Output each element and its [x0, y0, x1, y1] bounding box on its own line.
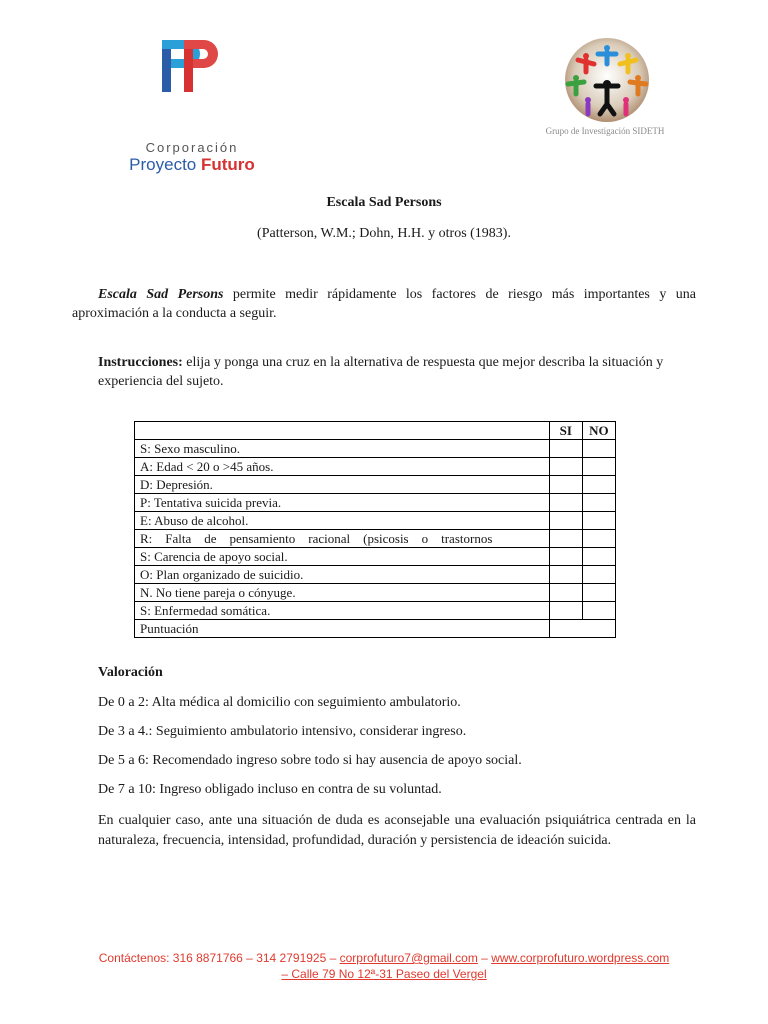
- valoracion-line: De 3 a 4.: Seguimiento ambulatorio intensivo, considerar ingreso.: [98, 724, 467, 739]
- table-row-label: E: Abuso de alcohol.: [135, 512, 550, 530]
- table-row-label: A: Edad < 20 o >45 años.: [135, 458, 550, 476]
- table-row-label: R: Falta de pensamiento racional (psicosis o trastornos: [135, 530, 550, 548]
- valoracion-line: De 5 a 6: Recomendado ingreso sobre todo si hay ausencia de apoyo social.: [98, 753, 522, 768]
- no-checkbox-cell[interactable]: [582, 512, 615, 530]
- no-checkbox-cell[interactable]: [582, 602, 615, 620]
- table-row: [135, 512, 616, 530]
- valoracion-heading: Valoración: [98, 665, 163, 680]
- fp-monogram-icon: [160, 38, 220, 94]
- contact-prefix: Contáctenos: 316 8871766 – 314 2791925 –: [98, 951, 340, 965]
- instructions-paragraph: [98, 353, 696, 391]
- table-row: [135, 458, 616, 476]
- si-checkbox-cell[interactable]: [549, 476, 582, 494]
- corporacion-proyecto-futuro-logo: [112, 36, 272, 174]
- table-row: [135, 566, 616, 584]
- address-link[interactable]: – Calle 79 No 12ª-31 Paseo del Vergel: [281, 967, 487, 981]
- contact-separator: –: [477, 951, 492, 965]
- score-label: Puntuación: [135, 620, 550, 638]
- document-title: Escala Sad Persons: [326, 195, 442, 210]
- closing-paragraph: En cualquier caso, ante una situación de duda es aconsejable una evaluación psiquiátrica centrada en la naturaleza, frecuencia, intensidad, profundidad, duración y persistencia de ideación suicida.: [98, 813, 696, 848]
- table-row-label: S: Carencia de apoyo social.: [135, 548, 550, 566]
- score-input-cell[interactable]: [549, 620, 615, 638]
- si-checkbox-cell[interactable]: [549, 530, 582, 548]
- website-link[interactable]: www.corprofuturo.wordpress.com: [491, 951, 670, 965]
- table-row-label: D: Depresión.: [135, 476, 550, 494]
- table-header-si: SI: [549, 422, 582, 440]
- intro-emphasis: Escala Sad Persons: [98, 287, 224, 302]
- table-row: [135, 548, 616, 566]
- table-row: [135, 530, 616, 548]
- document-citation: (Patterson, W.M.; Dohn, H.H. y otros (1983).: [257, 226, 511, 241]
- no-checkbox-cell[interactable]: [582, 494, 615, 512]
- no-checkbox-cell[interactable]: [582, 440, 615, 458]
- no-checkbox-cell[interactable]: [582, 530, 615, 548]
- si-checkbox-cell[interactable]: [549, 566, 582, 584]
- table-row-label: N. No tiene pareja o cónyuge.: [135, 584, 550, 602]
- si-checkbox-cell[interactable]: [549, 458, 582, 476]
- table-row: [135, 440, 616, 458]
- table-header-item: [135, 422, 550, 440]
- sad-persons-table: [134, 421, 616, 638]
- logo-word-futuro: Futuro: [200, 155, 255, 174]
- table-score-row: [135, 620, 616, 638]
- table-row: [135, 584, 616, 602]
- intro-paragraph: [72, 285, 696, 323]
- si-checkbox-cell[interactable]: [549, 602, 582, 620]
- contact-footer: [0, 950, 768, 982]
- email-link[interactable]: corprofuturo7@gmail.com: [339, 951, 478, 965]
- no-checkbox-cell[interactable]: [582, 566, 615, 584]
- no-checkbox-cell[interactable]: [582, 458, 615, 476]
- no-checkbox-cell[interactable]: [582, 584, 615, 602]
- logo-line-proyecto-futuro: [112, 155, 272, 175]
- logo-line-corporacion: Corporación: [145, 140, 239, 155]
- valoracion-line: De 7 a 10: Ingreso obligado incluso en contra de su voluntad.: [98, 782, 442, 797]
- table-row-label: P: Tentativa suicida previa.: [135, 494, 550, 512]
- table-header-row: [135, 422, 616, 440]
- logo-caption: Grupo de Investigación SIDETH: [545, 126, 665, 136]
- table-header-no: NO: [582, 422, 615, 440]
- table-row: [135, 602, 616, 620]
- si-checkbox-cell[interactable]: [549, 494, 582, 512]
- logo-word-proyecto: Proyecto: [129, 155, 201, 174]
- si-checkbox-cell[interactable]: [549, 584, 582, 602]
- si-checkbox-cell[interactable]: [549, 440, 582, 458]
- instructions-text: elija y ponga una cruz en la alternativa de respuesta que mejor describa la situación y experiencia del sujeto.: [98, 355, 664, 389]
- no-checkbox-cell[interactable]: [582, 476, 615, 494]
- instructions-label: Instrucciones:: [98, 355, 183, 370]
- table-row: [135, 476, 616, 494]
- si-checkbox-cell[interactable]: [549, 548, 582, 566]
- table-row-label: S: Sexo masculino.: [135, 440, 550, 458]
- intro-text: permite medir rápidamente los factores de riesgo más importantes y una aproximación a la conducta a seguir.: [72, 287, 696, 321]
- table-row-label: S: Enfermedad somática.: [135, 602, 550, 620]
- si-checkbox-cell[interactable]: [549, 512, 582, 530]
- people-globe-icon: [552, 34, 662, 126]
- valoracion-line: De 0 a 2: Alta médica al domicilio con seguimiento ambulatorio.: [98, 695, 461, 710]
- no-checkbox-cell[interactable]: [582, 548, 615, 566]
- table-row-label: O: Plan organizado de suicidio.: [135, 566, 550, 584]
- table-row: [135, 494, 616, 512]
